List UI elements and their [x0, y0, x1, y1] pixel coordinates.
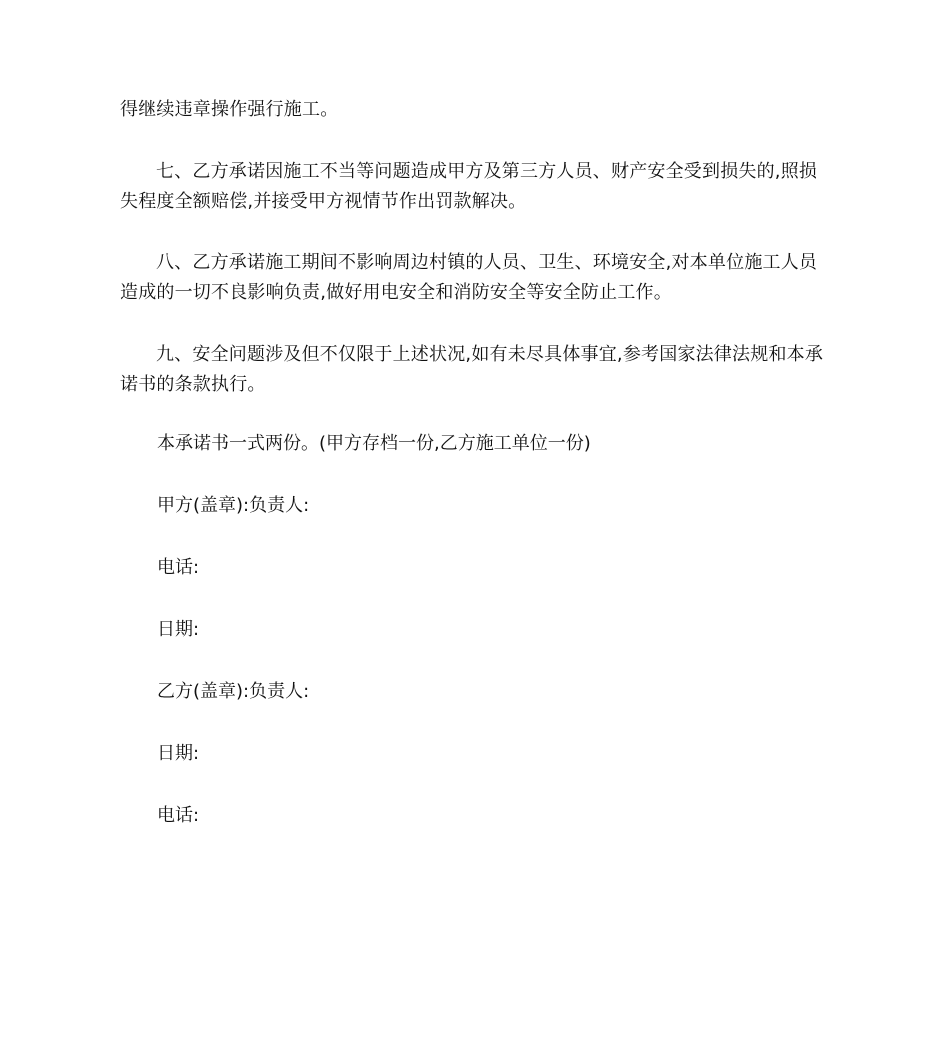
clause-8-paragraph: 八、乙方承诺施工期间不影响周边村镇的人员、卫生、环境安全,对本单位施工人员造成的一切不良影响负责,做好用电安全和消防安全等安全防止工作。 — [120, 252, 818, 303]
party-b-date-label: 日期: — [157, 743, 200, 764]
party-b-phone-label: 电话: — [157, 805, 200, 826]
copies-note: 本承诺书一式两份。(甲方存档一份,乙方施工单位一份) — [157, 433, 591, 454]
clause-7-paragraph: 七、乙方承诺因施工不当等问题造成甲方及第三方人员、财产安全受到损失的,照损失程度全额赔偿,并接受甲方视情节作出罚款解决。 — [120, 161, 818, 212]
party-a-date-label: 日期: — [157, 619, 200, 640]
continuation-text: 得继续违章操作强行施工。 — [120, 99, 339, 120]
clause-9-paragraph: 九、安全问题涉及但不仅限于上述状况,如有未尽具体事宜,参考国家法律法规和本承诺书的条款执行。 — [120, 344, 824, 395]
party-a-phone-label: 电话: — [157, 557, 200, 578]
party-b-seal-label: 乙方(盖章):负责人: — [157, 681, 310, 702]
party-a-seal-label: 甲方(盖章):负责人: — [157, 495, 310, 516]
